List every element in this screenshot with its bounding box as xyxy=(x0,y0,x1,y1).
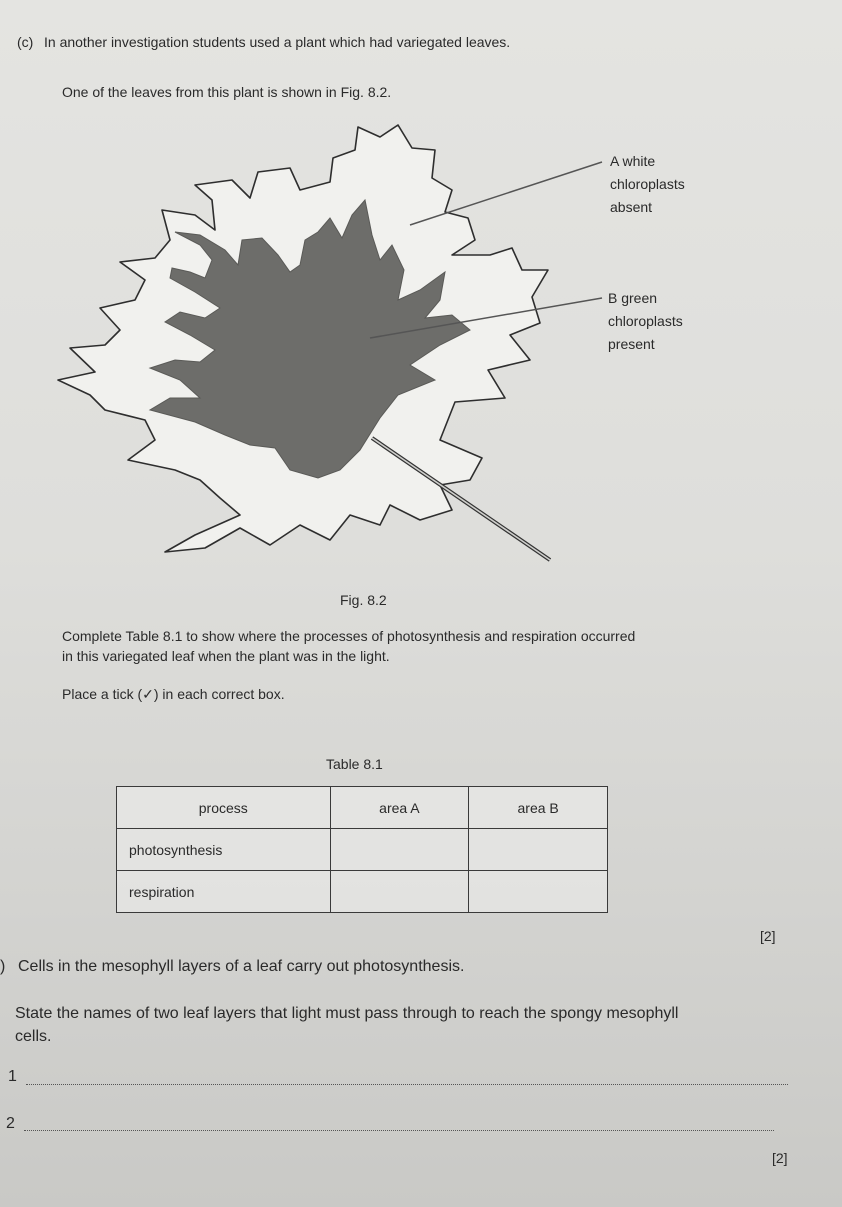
marks-d: [2] xyxy=(772,1150,788,1166)
part-d-text: Cells in the mesophyll layers of a leaf carry out photosynthesis. xyxy=(18,958,465,975)
row-photosynthesis-label: photosynthesis xyxy=(117,829,331,871)
answer-2-label: 2 xyxy=(6,1115,15,1132)
label-a xyxy=(610,150,685,219)
part-c-text: In another investigation students used a plant which had variegated leaves. xyxy=(44,34,511,50)
intro-text: One of the leaves from this plant is shown in Fig. 8.2. xyxy=(62,84,392,100)
part-d-question-line-1: State the names of two leaf layers that light must pass through to reach the spongy mesophyll xyxy=(15,1005,679,1022)
tick-box-respiration-area-b[interactable] xyxy=(469,871,608,913)
header-process: process xyxy=(117,787,331,829)
label-b-line-1: B green xyxy=(608,290,658,306)
marks-c: [2] xyxy=(760,928,776,944)
label-a-line-2: chloroplasts xyxy=(610,176,685,192)
answer-1-label: 1 xyxy=(8,1068,17,1085)
instruction-line-3: Place a tick (✓) in each correct box. xyxy=(62,686,285,702)
instruction-line-1: Complete Table 8.1 to show where the processes of photosynthesis and respiration occurred xyxy=(62,628,636,644)
label-b xyxy=(608,287,683,356)
part-d-label: ) xyxy=(0,958,6,975)
table-row xyxy=(117,829,608,871)
table-8-1 xyxy=(116,786,608,913)
label-b-line-3: present xyxy=(608,336,655,352)
part-d-question-line-2: cells. xyxy=(15,1028,52,1045)
tick-box-photosynthesis-area-a[interactable] xyxy=(330,829,469,871)
label-a-line-3: absent xyxy=(610,199,653,215)
tick-box-respiration-area-a[interactable] xyxy=(330,871,469,913)
header-area-a: area A xyxy=(330,787,469,829)
figure-caption: Fig. 8.2 xyxy=(340,592,387,608)
instruction-line-2: in this variegated leaf when the plant was in the light. xyxy=(62,648,390,664)
part-c-label: (c) xyxy=(17,34,34,50)
answer-2-line[interactable] xyxy=(24,1130,774,1131)
table-caption: Table 8.1 xyxy=(326,756,383,772)
tick-box-photosynthesis-area-b[interactable] xyxy=(469,829,608,871)
row-respiration-label: respiration xyxy=(117,871,331,913)
answer-1-line[interactable] xyxy=(26,1084,788,1085)
table-header-row xyxy=(117,787,608,829)
header-area-b: area B xyxy=(469,787,608,829)
label-a-line-1: A white xyxy=(610,153,656,169)
table-row xyxy=(117,871,608,913)
label-b-line-2: chloroplasts xyxy=(608,313,683,329)
